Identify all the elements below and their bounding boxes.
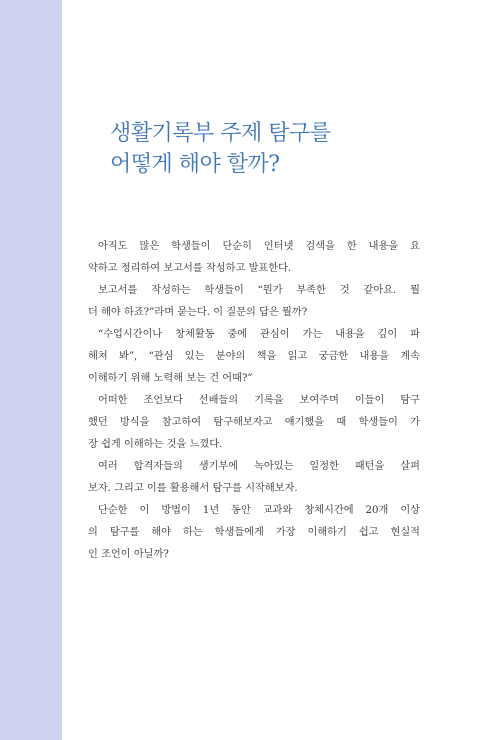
body-line: 헤쳐 봐”, “관심 있는 분야의 책을 읽고 궁금한 내용을 계속 bbox=[88, 351, 420, 362]
title-line: 생활기록부 주제 탐구를 bbox=[110, 121, 331, 146]
title-line: 어떻게 해야 할까? bbox=[110, 152, 280, 177]
body-line: 여러 합격자들의 생기부에 녹아있는 일정한 패턴을 살펴 bbox=[98, 461, 420, 472]
page-title bbox=[110, 118, 450, 180]
body-text bbox=[88, 236, 420, 566]
body-line: 이해하기 위해 노력해 보는 건 어때?” bbox=[88, 373, 253, 384]
body-line: 인 조언이 아닐까? bbox=[88, 549, 169, 560]
body-line: 아직도 많은 학생들이 단순히 인터넷 검색을 한 내용을 요 bbox=[98, 241, 420, 252]
body-line: 보자. 그리고 이를 활용해서 탐구를 시작해보자. bbox=[88, 483, 298, 494]
body-line: 의 탐구를 해야 하는 학생들에게 가장 이해하기 쉽고 현실적 bbox=[88, 527, 420, 538]
body-line: 단순한 이 방법이 1년 동안 교과와 창체시간에 20개 이상 bbox=[98, 505, 420, 516]
body-line: 보고서를 작성하는 학생들이 “뭔가 부족한 것 같아요. 뭘 bbox=[98, 285, 420, 296]
body-line: “수업시간이나 창체활동 중에 관심이 가는 내용을 깊이 파 bbox=[98, 329, 420, 340]
body-line: 장 쉽게 이해하는 것을 느꼈다. bbox=[88, 439, 223, 450]
body-line: 어떠한 조언보다 선배들의 기록을 보여주며 이들이 탐구 bbox=[98, 395, 420, 406]
body-line: 했던 방식을 참고하여 탐구해보자고 얘기했을 때 학생들이 가 bbox=[88, 417, 420, 428]
body-line: 약하고 정리하여 보고서를 작성하고 발표한다. bbox=[88, 263, 292, 274]
body-line: 더 해야 하죠?”라며 묻는다. 이 질문의 답은 뭘까? bbox=[88, 307, 308, 318]
